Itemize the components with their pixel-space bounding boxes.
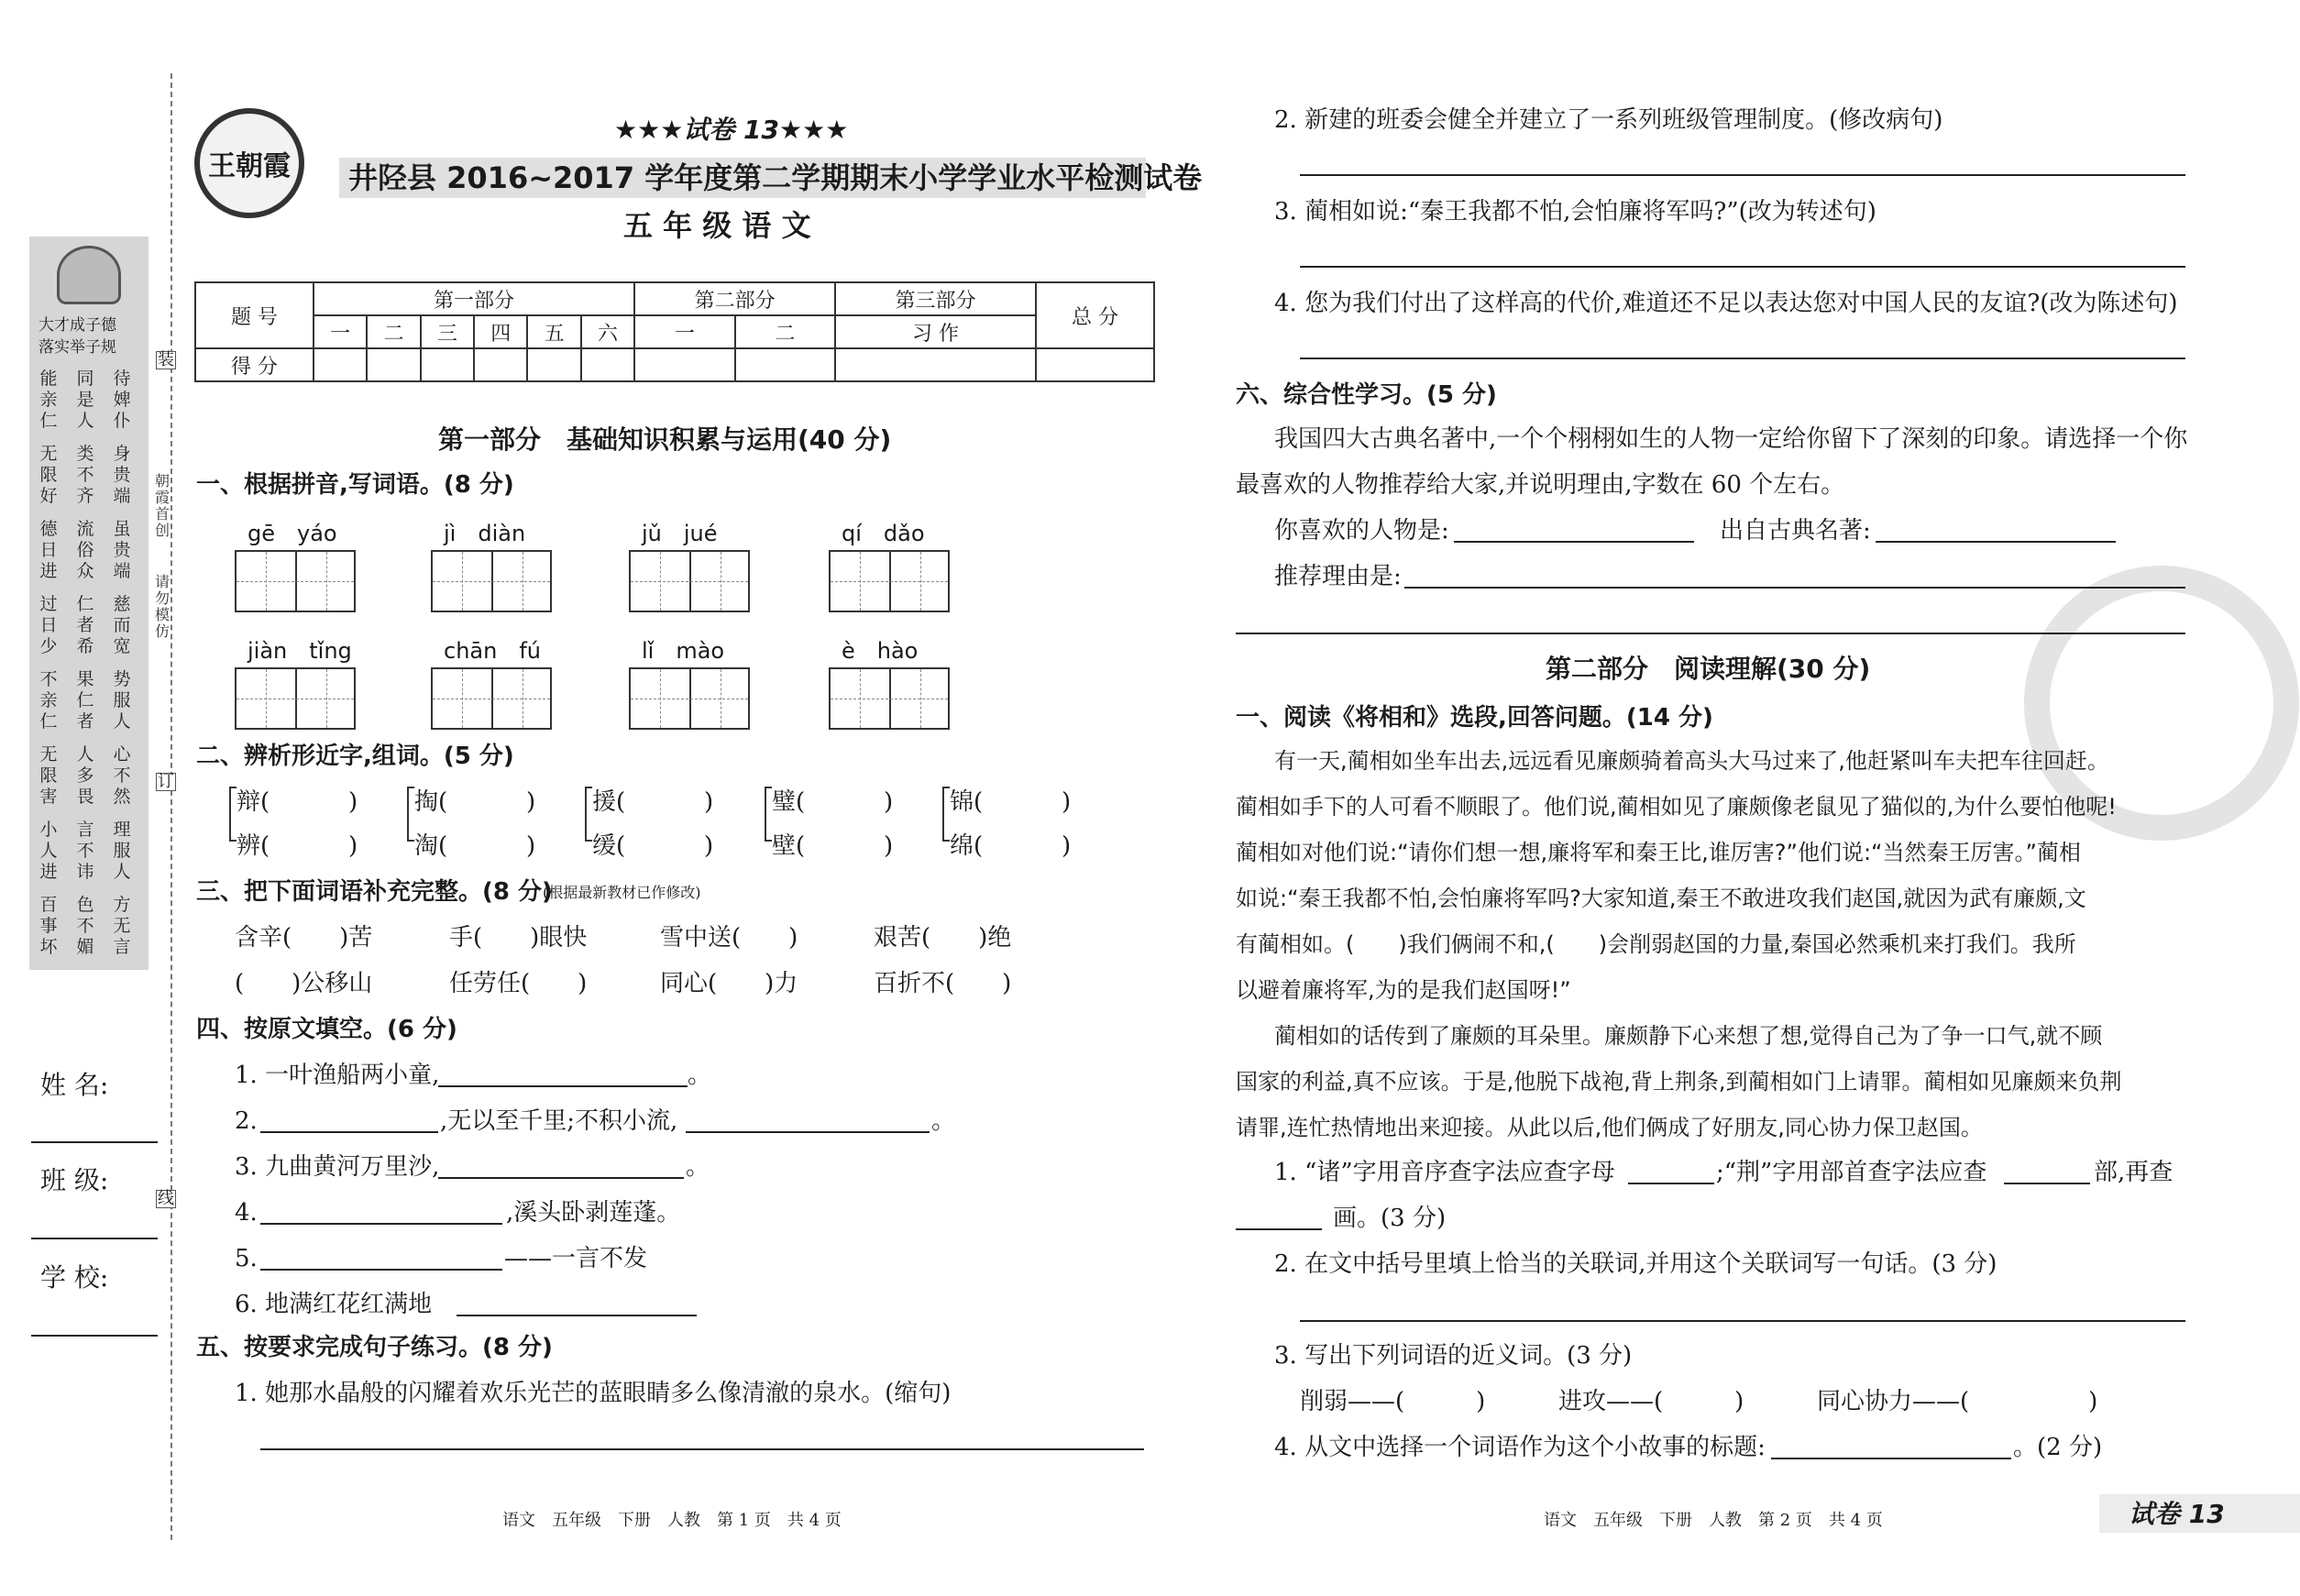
col: 三	[421, 315, 474, 348]
r3-answer[interactable]	[1300, 266, 2185, 268]
q4-item: 1. 一叶渔船两小童,	[235, 1062, 440, 1089]
pinyin-label: qí dǎo	[842, 521, 925, 546]
q2-char: 辨(	[237, 832, 270, 860]
sidebar-phrase: 小人进	[39, 820, 58, 882]
q4-tail: ——一言不发	[504, 1245, 648, 1272]
sidebar-phrase: 类不齐	[76, 444, 94, 506]
rq3-text: 3. 写出下列词语的近义词。(3 分)	[1274, 1342, 1633, 1370]
sidebar-phrase: 人多畏	[76, 744, 94, 807]
vert-note-1: 朝霞首创	[154, 472, 170, 539]
q4-title: 四、按原文填空。(6 分)	[196, 1016, 457, 1043]
q2-bracket	[407, 787, 414, 842]
rq3-item-1: 进攻——( )	[1558, 1388, 1744, 1415]
answer-grid[interactable]	[629, 667, 750, 730]
score-cell[interactable]	[1036, 348, 1154, 381]
pinyin-label: chān fú	[444, 638, 541, 664]
q3-r1-1: 手( )眼快	[449, 924, 588, 952]
passage-line: 有一天,蔺相如坐车出去,远远看见廉颇骑着高头大马过来了,他赶紧叫车夫把车往回赶。	[1274, 748, 2109, 774]
sidebar-phrase: 流俗众	[76, 519, 94, 581]
footer-left: 语文 五年级 下册 人教 第 1 页 共 4 页	[502, 1511, 842, 1530]
q3-r1-3: 艰苦( )绝	[874, 924, 1012, 952]
q3-r1-2: 雪中送( )	[660, 924, 798, 952]
q2-char: 缓(	[592, 832, 626, 860]
pinyin-label: gē yáo	[248, 521, 337, 546]
r4-answer[interactable]	[1300, 358, 2185, 359]
logo-text: 王朝霞	[208, 150, 291, 182]
subject-title: 五 年 级 语 文	[623, 208, 811, 243]
q2-close: )	[884, 788, 894, 816]
sidebar-phrase: 过日少	[39, 594, 58, 656]
rq1-d: 画。(3 分)	[1333, 1205, 1447, 1232]
sidebar-phrase: 言不讳	[76, 820, 94, 882]
rq1-radical-field[interactable]	[2004, 1183, 2090, 1184]
q2-char: 淘(	[414, 832, 448, 860]
mark-ding: 订	[158, 772, 174, 791]
rq4-tail: 。(2 分)	[2013, 1434, 2103, 1461]
q4-blank[interactable]	[260, 1223, 502, 1225]
sidebar-phrase: 虽贵端	[113, 519, 131, 581]
part2-col: 第二部分	[634, 282, 835, 315]
q4-blank[interactable]	[686, 1131, 930, 1133]
score-cell[interactable]	[735, 348, 835, 381]
sidebar-phrase: 百事坏	[39, 895, 58, 957]
q2-char: 援(	[592, 788, 626, 816]
q2-char: 辩(	[237, 788, 270, 816]
name-field[interactable]	[31, 1141, 158, 1143]
vert-note-2: 请勿模仿	[154, 573, 170, 640]
school-label: 学 校:	[40, 1262, 109, 1293]
q2-char: 壁(	[772, 832, 806, 860]
q3-title: 三、把下面词语补充完整。(8 分)	[196, 878, 553, 906]
col: 二	[735, 315, 835, 348]
q3-r2-2: 同心( )力	[660, 970, 798, 997]
sidebar-phrase: 无限害	[39, 744, 58, 807]
q6-reason-label: 推荐理由是:	[1274, 563, 1402, 590]
q5-title: 五、按要求完成句子练习。(8 分)	[196, 1334, 553, 1361]
r2-text: 2. 新建的班委会健全并建立了一系列班级管理制度。(修改病句)	[1274, 106, 1943, 134]
grid-line	[860, 552, 861, 611]
grid-line	[326, 669, 327, 728]
logo	[194, 108, 304, 218]
q6-fav-field[interactable]	[1454, 541, 1694, 543]
q3-r2-3: 百折不( )	[874, 970, 1012, 997]
grid-line	[660, 552, 661, 611]
grid-line	[920, 552, 921, 611]
exam-title: 井陉县 2016~2017 学年度第二学期期末小学学业水平检测试卷	[348, 160, 1203, 195]
q6-reason-field-2[interactable]	[1236, 633, 2185, 634]
col: 二	[367, 315, 420, 348]
col: 五	[527, 315, 580, 348]
score-table	[194, 281, 1155, 382]
class-field[interactable]	[31, 1238, 158, 1239]
binding-line	[171, 73, 172, 1540]
q2-close: )	[704, 788, 714, 816]
exam-badge: ★★★试卷 13★★★	[614, 115, 849, 145]
passage-line: 蔺相如对他们说:“请你们想一想,廉将军和秦王比,谁厉害?”他们说:“当然秦王厉害。”蔺相	[1236, 840, 2081, 865]
q2-char: 锦(	[950, 788, 984, 816]
score-cell[interactable]	[634, 348, 734, 381]
grid-line	[631, 581, 748, 582]
mark-zhuang: 装	[158, 350, 174, 369]
q4-blank[interactable]	[438, 1177, 684, 1179]
grid-line	[462, 669, 463, 728]
rq1-b: ;“荆”字用部首查字法应查	[1716, 1159, 1987, 1186]
sidebar-phrase: 能亲仁	[39, 369, 58, 431]
answer-grid[interactable]	[431, 550, 552, 612]
answer-grid[interactable]	[829, 550, 950, 612]
q4-tail: ,溪头卧剥莲蓬。	[506, 1199, 681, 1227]
motto-1: 大才成子德	[39, 316, 116, 335]
passage-line: 如说:“秦王我都不怕,会怕廉将军吗?大家知道,秦王不敢进攻我们赵国,就因为武有廉颇,文	[1236, 886, 2086, 911]
rq1-letter-field[interactable]	[1628, 1183, 1714, 1184]
q2-bracket	[585, 787, 592, 842]
part2-heading: 第二部分 阅读理解(30 分)	[1546, 654, 1871, 684]
answer-grid[interactable]	[829, 667, 950, 730]
part1-heading: 第一部分 基础知识积累与运用(40 分)	[438, 424, 892, 455]
part3-col: 第三部分	[835, 282, 1036, 315]
r3-text: 3. 蔺相如说:“秦王我都不怕,会怕廉将军吗?”(改为转述句)	[1274, 198, 1876, 226]
grid-line	[462, 552, 463, 611]
grid-line	[920, 669, 921, 728]
sidebar-phrase: 身贵端	[113, 444, 131, 506]
q2-bracket	[942, 787, 950, 842]
q4-blank[interactable]	[260, 1131, 438, 1133]
q6-title: 六、综合性学习。(5 分)	[1236, 381, 1497, 409]
q2-close: )	[348, 832, 358, 860]
answer-grid[interactable]	[431, 667, 552, 730]
sidebar-phrase: 慈而宽	[113, 594, 131, 656]
part1-col: 第一部分	[314, 282, 634, 315]
grid-line	[266, 669, 267, 728]
pinyin-label: è hào	[842, 638, 919, 664]
q6-p1: 我国四大古典名著中,一个个栩栩如生的人物一定给你留下了深刻的印象。请选择一个你	[1274, 425, 2188, 453]
q2-close: )	[526, 788, 536, 816]
q3-note: (根据最新教材已作修改)	[543, 884, 701, 901]
rq3-item-0: 削弱——( )	[1300, 1388, 1486, 1415]
q2-close: )	[526, 832, 536, 860]
q2-bracket	[229, 787, 237, 842]
q4-tail: ,无以至千里;不积小流,	[440, 1107, 678, 1135]
q4-end: 。	[686, 1153, 710, 1181]
q3-r2-1: 任劳任( )	[449, 970, 588, 997]
rq1-a: 1. “诸”字用音序查字法应查字母	[1274, 1159, 1615, 1186]
grid-line	[831, 581, 948, 582]
q6-reason-field[interactable]	[1404, 587, 2185, 589]
sidebar-phrase: 势服人	[113, 669, 131, 732]
grid-line	[660, 669, 661, 728]
score-cell[interactable]	[527, 348, 580, 381]
rq3-item-2: 同心协力——( )	[1817, 1388, 2098, 1415]
q4-item: 6. 地满红花红满地	[235, 1291, 433, 1318]
score-cell[interactable]	[367, 348, 420, 381]
score-cell[interactable]	[474, 348, 527, 381]
scholar-icon	[57, 246, 121, 304]
grid-line	[237, 581, 354, 582]
rq1-strokes-field[interactable]	[1236, 1228, 1322, 1230]
q4-blank[interactable]	[260, 1269, 502, 1271]
q3-r2-0: ( )公移山	[235, 970, 373, 997]
passage-line: 蔺相如的话传到了廉颇的耳朵里。廉颇静下心来想了想,觉得自己为了争一口气,就不顾	[1274, 1023, 2103, 1049]
col: 一	[634, 315, 734, 348]
read-q-title: 一、阅读《将相和》选段,回答问题。(14 分)	[1236, 704, 1713, 732]
q2-char: 绵(	[950, 832, 984, 860]
sidebar-phrase: 同是人	[76, 369, 94, 431]
q2-char: 掏(	[414, 788, 448, 816]
q2-close: )	[1062, 832, 1072, 860]
name-label: 姓 名:	[40, 1070, 109, 1100]
motto-2: 落实举子规	[39, 338, 116, 357]
score-cell[interactable]	[314, 348, 367, 381]
sidebar-phrase: 德日进	[39, 519, 58, 581]
q2-close: )	[884, 832, 894, 860]
pinyin-label: jǔ jué	[642, 521, 718, 546]
school-field[interactable]	[31, 1335, 158, 1337]
sidebar-phrase: 仁者希	[76, 594, 94, 656]
passage-line: 蔺相如手下的人可看不顺眼了。他们说,蔺相如见了廉颇像老鼠见了猫似的,为什么要怕他呢!	[1236, 794, 2117, 820]
sidebar-phrase: 方无言	[113, 895, 131, 957]
sidebar-phrase: 果仁者	[76, 669, 94, 732]
q4-end: 。	[931, 1107, 956, 1135]
mark-xian: 线	[158, 1189, 174, 1208]
rq2-answer[interactable]	[1300, 1320, 2185, 1322]
footer-right: 语文 五年级 下册 人教 第 2 页 共 4 页	[1544, 1511, 1883, 1530]
q-label: 题 号	[195, 282, 314, 348]
q2-close: )	[348, 788, 358, 816]
pinyin-label: jì diàn	[444, 521, 526, 546]
rq4-field[interactable]	[1771, 1458, 2011, 1459]
q3-r1-0: 含辛( )苦	[235, 924, 373, 952]
q5-1: 1. 她那水晶般的闪耀着欢乐光芒的蓝眼睛多么像清澈的泉水。(缩句)	[235, 1380, 952, 1407]
q2-close: )	[704, 832, 714, 860]
col: 习 作	[835, 315, 1036, 348]
footer-tag: 试卷 13	[2129, 1499, 2225, 1529]
col: 一	[314, 315, 367, 348]
r2-answer[interactable]	[1300, 174, 2185, 176]
q2-bracket	[765, 787, 772, 842]
col: 六	[581, 315, 634, 348]
q4-item: 5.	[235, 1245, 258, 1272]
q2-close: )	[1062, 788, 1072, 816]
q4-blank[interactable]	[457, 1315, 697, 1316]
q6-from-field[interactable]	[1876, 541, 2116, 543]
sidebar-phrase: 理服人	[113, 820, 131, 882]
q2-title: 二、辨析形近字,组词。(5 分)	[196, 743, 514, 770]
pinyin-label: jiàn tǐng	[248, 638, 352, 664]
score-cell[interactable]	[421, 348, 474, 381]
rq4-text: 4. 从文中选择一个词语作为这个小故事的标题:	[1274, 1434, 1766, 1461]
q6-fav-label: 你喜欢的人物是:	[1274, 517, 1449, 545]
col: 四	[474, 315, 527, 348]
q4-item: 4.	[235, 1199, 258, 1227]
sidebar-phrase: 不亲仁	[39, 669, 58, 732]
score-label: 得 分	[195, 348, 314, 381]
grid-line	[860, 669, 861, 728]
passage-line: 以避着廉将军,为的是我们赵国呀!”	[1236, 977, 1571, 1003]
q2-char: 璧(	[772, 788, 806, 816]
total-col: 总 分	[1036, 282, 1154, 348]
grid-line	[266, 552, 267, 611]
q6-p2: 最喜欢的人物推荐给大家,并说明理由,字数在 60 个左右。	[1236, 471, 1845, 499]
q1-title: 一、根据拼音,写词语。(8 分)	[196, 471, 514, 499]
q4-blank[interactable]	[438, 1085, 688, 1087]
answer-grid[interactable]	[235, 667, 356, 730]
q6-from-label: 出自古典名著:	[1720, 517, 1871, 545]
q5-1-answer[interactable]	[260, 1448, 1144, 1450]
class-label: 班 级:	[40, 1165, 109, 1195]
passage-line: 国家的利益,真不应该。于是,他脱下战袍,背上荆条,到蔺相如门上请罪。蔺相如见廉颇来负荆	[1236, 1069, 2122, 1095]
passage-line: 有蔺相如。( )我们俩闹不和,( )会削弱赵国的力量,秦国必然乘机来打我们。我所	[1236, 931, 2076, 957]
q4-item: 2.	[235, 1107, 258, 1135]
answer-grid[interactable]	[235, 550, 356, 612]
r4-text: 4. 您为我们付出了这样高的代价,难道还不足以表达您对中国人民的友谊?(改为陈述句)	[1274, 290, 2178, 317]
pinyin-label: lǐ mào	[642, 638, 725, 664]
sidebar-phrase: 无限好	[39, 444, 58, 506]
sidebar-phrase: 心不然	[113, 744, 131, 807]
grid-line	[326, 552, 327, 611]
score-cell[interactable]	[581, 348, 634, 381]
rq2-text: 2. 在文中括号里填上恰当的关联词,并用这个关联词写一句话。(3 分)	[1274, 1250, 1997, 1278]
score-cell[interactable]	[835, 348, 1036, 381]
sidebar-phrase: 色不媚	[76, 895, 94, 957]
answer-grid[interactable]	[629, 550, 750, 612]
q4-end: 。	[688, 1062, 712, 1089]
rq1-c: 部,再查	[2094, 1159, 2173, 1186]
passage-line: 请罪,连忙热情地出来迎接。从此以后,他们俩成了好朋友,同心协力保卫赵国。	[1236, 1115, 1983, 1140]
grid-line	[433, 581, 550, 582]
q4-item: 3. 九曲黄河万里沙,	[235, 1153, 440, 1181]
sidebar-phrase: 待婢仆	[113, 369, 131, 431]
